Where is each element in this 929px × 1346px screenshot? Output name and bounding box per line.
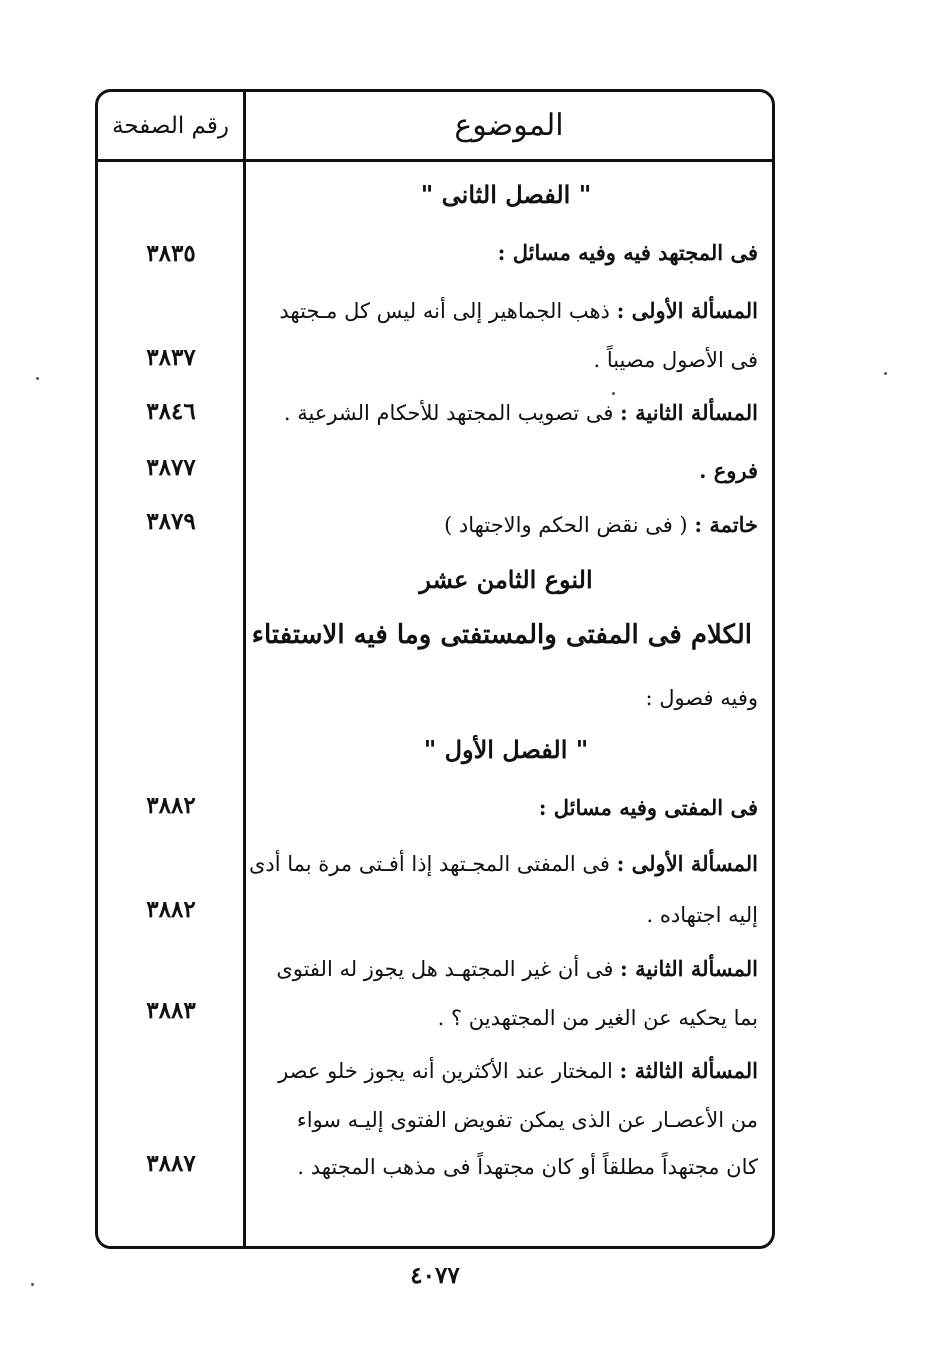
entry-line	[260, 400, 758, 425]
entry-page-number: ٣٨٨٢	[146, 792, 196, 819]
entry-text: المختار عند الأكثرين أنه يجوز خلو عصر	[278, 1059, 620, 1083]
entry-bold-text: فروع .	[699, 458, 758, 483]
entry-bold-text: المسألة الأولى :	[616, 298, 758, 323]
entry-text: فى تصويب المجتهد للأحكام الشرعية .	[283, 401, 621, 425]
entry-bold-text: " الفصل الأول "	[423, 735, 589, 764]
entry-text: بما يحكيه عن الغير من المجتهدين ؟ .	[437, 1006, 758, 1030]
entry-line	[260, 298, 758, 323]
entry-line	[260, 458, 758, 483]
entry-chapter-two-title	[260, 180, 752, 209]
entry-bold-text: المسألة الثانية :	[620, 400, 758, 425]
contents-table	[95, 89, 775, 1249]
page-number: ٤٠٧٧	[410, 1262, 460, 1289]
entry-line	[260, 240, 758, 265]
entry-page-number: ٣٨٧٩	[146, 508, 196, 535]
entry-text: من الأعصـار عن الذى يمكن تفويض الفتوى إليـه سواء	[296, 1108, 758, 1132]
scan-speck	[612, 392, 615, 395]
entry-bold-text: فى المجتهد فيه وفيه مسائل :	[497, 240, 758, 265]
entry-page-number: ٣٨٨٧	[146, 1150, 196, 1177]
entry-page-number: ٣٨٣٧	[146, 344, 196, 371]
entry-text: وفيه فصول :	[645, 686, 758, 710]
entry-line	[260, 1107, 758, 1132]
entry-text: فى أن غير المجتهـد هل يجوز له الفتوى	[276, 957, 621, 981]
entry-line	[260, 685, 758, 710]
entry-text: كان مجتهداً مطلقاً أو كان مجتهداً فى مذهب المجتهد .	[297, 1155, 758, 1179]
entry-bold-text: النوع الثامن عشر	[419, 565, 593, 594]
entry-bold-text: المسألة الثالثة :	[619, 1058, 758, 1083]
entry-line	[260, 1005, 758, 1030]
entry-line	[260, 956, 758, 981]
entry-text: ذهب الجماهير إلى أنه ليس كل مـجتهد	[279, 299, 617, 323]
entry-text: فى الأصول مصيباً .	[593, 348, 758, 372]
entry-line	[248, 851, 758, 876]
entry-bold-text: المسألة الثانية :	[620, 956, 758, 981]
entry-line	[260, 795, 758, 820]
entry-bold-text: المسألة الأولى :	[616, 851, 758, 876]
entry-line	[260, 1154, 758, 1179]
entry-page-number: ٣٨٣٥	[146, 240, 196, 267]
column-divider	[243, 92, 246, 1246]
entry-chapter-one-title	[260, 735, 752, 764]
entry-bold-text: خاتمة :	[694, 512, 758, 537]
entry-bold-text: الكلام فى المفتى والمستفتى وما فيه الاستفتاء	[251, 620, 752, 650]
entry-text: ( فى نقض الحكم والاجتهاد )	[444, 513, 695, 537]
scan-speck	[36, 377, 39, 380]
header-page-number: رقم الصفحة	[112, 112, 229, 139]
entry-line	[260, 902, 758, 927]
entry-page-number: ٣٨٨٣	[146, 997, 196, 1024]
entry-section-title	[260, 565, 752, 594]
entry-line	[260, 512, 758, 537]
scan-speck	[884, 372, 887, 375]
entry-bold-text: فى المفتى وفيه مسائل :	[538, 795, 758, 820]
entry-section-subtitle	[251, 620, 752, 650]
entry-line	[260, 1058, 758, 1083]
entry-text: إليه اجتهاده .	[646, 903, 758, 927]
entry-page-number: ٣٨٧٧	[146, 454, 196, 481]
entry-page-number: ٣٨٤٦	[146, 398, 196, 425]
entry-bold-text: " الفصل الثانى "	[420, 180, 592, 209]
header-divider	[98, 159, 772, 162]
entry-page-number: ٣٨٨٢	[146, 896, 196, 923]
entry-text: فى المفتى المجـتهد إذا أفـتى مرة بما أدى	[248, 852, 617, 876]
entry-line	[260, 347, 758, 372]
header-topic: الموضوع	[454, 108, 564, 143]
scan-speck	[31, 1283, 34, 1286]
